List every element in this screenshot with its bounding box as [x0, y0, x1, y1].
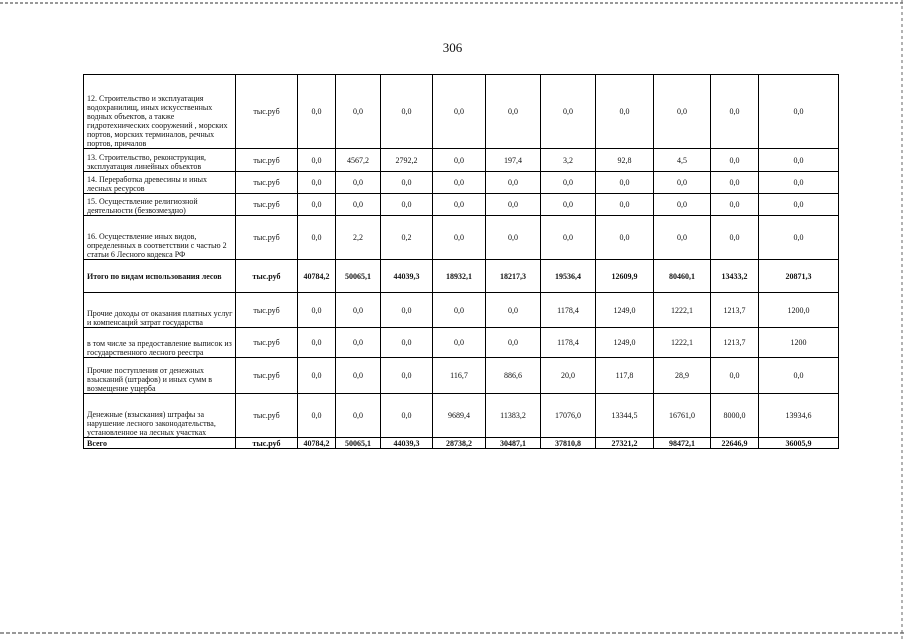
value-cell: 0,0 — [759, 216, 839, 260]
value-cell: 0,0 — [433, 172, 486, 194]
value-cell: 0,0 — [433, 216, 486, 260]
value-cell: 0,0 — [541, 194, 596, 216]
table-row — [84, 394, 839, 438]
value-cell: 13433,2 — [711, 260, 759, 293]
value-cell: 1200 — [759, 328, 839, 358]
value-cell: 50065,1 — [336, 438, 381, 449]
value-cell: 8000,0 — [711, 394, 759, 438]
table-row — [84, 328, 839, 358]
value-cell: 0,0 — [711, 172, 759, 194]
value-cell: 98472,1 — [654, 438, 711, 449]
row-label: 16. Осуществление иных видов, определенных в соответствии с частью 2 статьи 6 Лесного кодекса РФ — [84, 216, 236, 260]
value-cell: 0,0 — [759, 149, 839, 172]
scan-edge-right — [901, 0, 903, 640]
value-cell: 0,0 — [336, 75, 381, 149]
value-cell: 0,0 — [381, 75, 433, 149]
value-cell: 40784,2 — [298, 438, 336, 449]
value-cell: 1213,7 — [711, 293, 759, 328]
value-cell: 0,0 — [381, 293, 433, 328]
value-cell: 18217,3 — [486, 260, 541, 293]
value-cell: 28,9 — [654, 358, 711, 394]
unit-cell: тыс.руб — [236, 149, 298, 172]
value-cell: 0,0 — [486, 328, 541, 358]
row-label: Прочие поступления от денежных взысканий (штрафов) и иных сумм в возмещение ущерба — [84, 358, 236, 394]
value-cell: 13344,5 — [596, 394, 654, 438]
value-cell: 4567,2 — [336, 149, 381, 172]
row-label: Итого по видам использования лесов — [84, 260, 236, 293]
value-cell: 19536,4 — [541, 260, 596, 293]
value-cell: 0,0 — [654, 216, 711, 260]
value-cell: 0,0 — [381, 328, 433, 358]
value-cell: 0,0 — [381, 172, 433, 194]
value-cell: 0,0 — [596, 216, 654, 260]
value-cell: 20,0 — [541, 358, 596, 394]
page-number: 306 — [442, 40, 463, 55]
value-cell: 0,0 — [759, 194, 839, 216]
value-cell: 1222,1 — [654, 293, 711, 328]
value-cell: 0,0 — [298, 358, 336, 394]
value-cell: 12609,9 — [596, 260, 654, 293]
value-cell: 0,0 — [486, 293, 541, 328]
value-cell: 1178,4 — [541, 328, 596, 358]
table-row — [84, 216, 839, 260]
value-cell: 36005,9 — [759, 438, 839, 449]
value-cell: 28738,2 — [433, 438, 486, 449]
value-cell: 1213,7 — [711, 328, 759, 358]
value-cell: 0,0 — [298, 149, 336, 172]
value-cell: 1178,4 — [541, 293, 596, 328]
value-cell: 9689,4 — [433, 394, 486, 438]
value-cell: 0,0 — [654, 75, 711, 149]
value-cell: 4,5 — [654, 149, 711, 172]
value-cell: 0,0 — [336, 172, 381, 194]
unit-cell: тыс.руб — [236, 438, 298, 449]
table-row-subtotal — [84, 260, 839, 293]
row-label: Всего — [84, 438, 236, 449]
value-cell: 0,0 — [336, 194, 381, 216]
value-cell: 0,0 — [541, 172, 596, 194]
table-row — [84, 194, 839, 216]
value-cell: 0,0 — [711, 358, 759, 394]
value-cell: 0,0 — [336, 394, 381, 438]
value-cell: 197,4 — [486, 149, 541, 172]
value-cell: 11383,2 — [486, 394, 541, 438]
value-cell: 0,0 — [336, 293, 381, 328]
unit-cell: тыс.руб — [236, 172, 298, 194]
value-cell: 0,0 — [711, 149, 759, 172]
value-cell: 40784,2 — [298, 260, 336, 293]
value-cell: 3,2 — [541, 149, 596, 172]
value-cell: 1222,1 — [654, 328, 711, 358]
value-cell: 37810,8 — [541, 438, 596, 449]
value-cell: 0,0 — [433, 293, 486, 328]
row-label: 15. Осуществление религиозной деятельности (безвозмездно) — [84, 194, 236, 216]
row-label: 14. Переработка древесины и иных лесных ресурсов — [84, 172, 236, 194]
value-cell: 0,0 — [759, 75, 839, 149]
value-cell: 0,0 — [596, 194, 654, 216]
scan-edge-top — [0, 2, 905, 4]
value-cell: 0,0 — [486, 216, 541, 260]
value-cell: 0,0 — [433, 194, 486, 216]
value-cell: 0,0 — [298, 328, 336, 358]
value-cell: 117,8 — [596, 358, 654, 394]
value-cell: 1249,0 — [596, 293, 654, 328]
value-cell: 0,0 — [298, 394, 336, 438]
unit-cell: тыс.руб — [236, 75, 298, 149]
value-cell: 22646,9 — [711, 438, 759, 449]
unit-cell: тыс.руб — [236, 260, 298, 293]
revenue-table — [83, 74, 839, 449]
unit-cell: тыс.руб — [236, 394, 298, 438]
value-cell: 0,0 — [759, 172, 839, 194]
value-cell: 0,0 — [486, 172, 541, 194]
value-cell: 0,0 — [711, 75, 759, 149]
value-cell: 44039,3 — [381, 260, 433, 293]
value-cell: 0,0 — [336, 358, 381, 394]
row-label: Прочие доходы от оказания платных услуг и компенсаций затрат государства — [84, 293, 236, 328]
scan-edge-bottom — [0, 632, 905, 634]
value-cell: 0,0 — [298, 194, 336, 216]
value-cell: 116,7 — [433, 358, 486, 394]
row-label: в том числе за предоставление выписок из государственного лесного реестра — [84, 328, 236, 358]
value-cell: 0,0 — [381, 358, 433, 394]
value-cell: 30487,1 — [486, 438, 541, 449]
value-cell: 18932,1 — [433, 260, 486, 293]
value-cell: 1200,0 — [759, 293, 839, 328]
value-cell: 0,0 — [486, 194, 541, 216]
value-cell: 0,0 — [336, 328, 381, 358]
table-row — [84, 358, 839, 394]
value-cell: 20871,3 — [759, 260, 839, 293]
value-cell: 0,0 — [541, 75, 596, 149]
row-label: 13. Строительство, реконструкция, эксплуатация линейных объектов — [84, 149, 236, 172]
value-cell: 0,0 — [433, 328, 486, 358]
value-cell: 0,0 — [433, 149, 486, 172]
table-row-total — [84, 438, 839, 449]
unit-cell: тыс.руб — [236, 328, 298, 358]
value-cell: 0,0 — [298, 216, 336, 260]
table-row — [84, 293, 839, 328]
value-cell: 0,0 — [381, 194, 433, 216]
unit-cell: тыс.руб — [236, 216, 298, 260]
value-cell: 0,0 — [298, 75, 336, 149]
value-cell: 0,0 — [433, 75, 486, 149]
table-row — [84, 149, 839, 172]
value-cell: 1249,0 — [596, 328, 654, 358]
value-cell: 0,0 — [711, 194, 759, 216]
unit-cell: тыс.руб — [236, 194, 298, 216]
unit-cell: тыс.руб — [236, 358, 298, 394]
value-cell: 80460,1 — [654, 260, 711, 293]
unit-cell: тыс.руб — [236, 293, 298, 328]
value-cell: 0,0 — [596, 172, 654, 194]
value-cell: 27321,2 — [596, 438, 654, 449]
value-cell: 17076,0 — [541, 394, 596, 438]
value-cell: 0,0 — [654, 172, 711, 194]
value-cell: 0,0 — [298, 172, 336, 194]
value-cell: 0,0 — [298, 293, 336, 328]
value-cell: 886,6 — [486, 358, 541, 394]
value-cell: 0,0 — [596, 75, 654, 149]
value-cell: 13934,6 — [759, 394, 839, 438]
value-cell: 0,0 — [381, 394, 433, 438]
value-cell: 2792,2 — [381, 149, 433, 172]
value-cell: 0,0 — [759, 358, 839, 394]
value-cell: 92,8 — [596, 149, 654, 172]
value-cell: 0,2 — [381, 216, 433, 260]
value-cell: 50065,1 — [336, 260, 381, 293]
value-cell: 0,0 — [654, 194, 711, 216]
value-cell: 16761,0 — [654, 394, 711, 438]
table-row — [84, 172, 839, 194]
value-cell: 2,2 — [336, 216, 381, 260]
table-row — [84, 75, 839, 149]
value-cell: 0,0 — [711, 216, 759, 260]
value-cell: 44039,3 — [381, 438, 433, 449]
row-label: 12. Строительство и эксплуатация водохранилищ, иных искусственных водных объектов, а также гидротехнических сооружений , морских портов, морских терминалов, речных портов, причалов — [84, 75, 236, 149]
value-cell: 0,0 — [541, 216, 596, 260]
row-label: Денежные (взыскания) штрафы за нарушение лесного законодательства, установленное на лесных участках — [84, 394, 236, 438]
value-cell: 0,0 — [486, 75, 541, 149]
